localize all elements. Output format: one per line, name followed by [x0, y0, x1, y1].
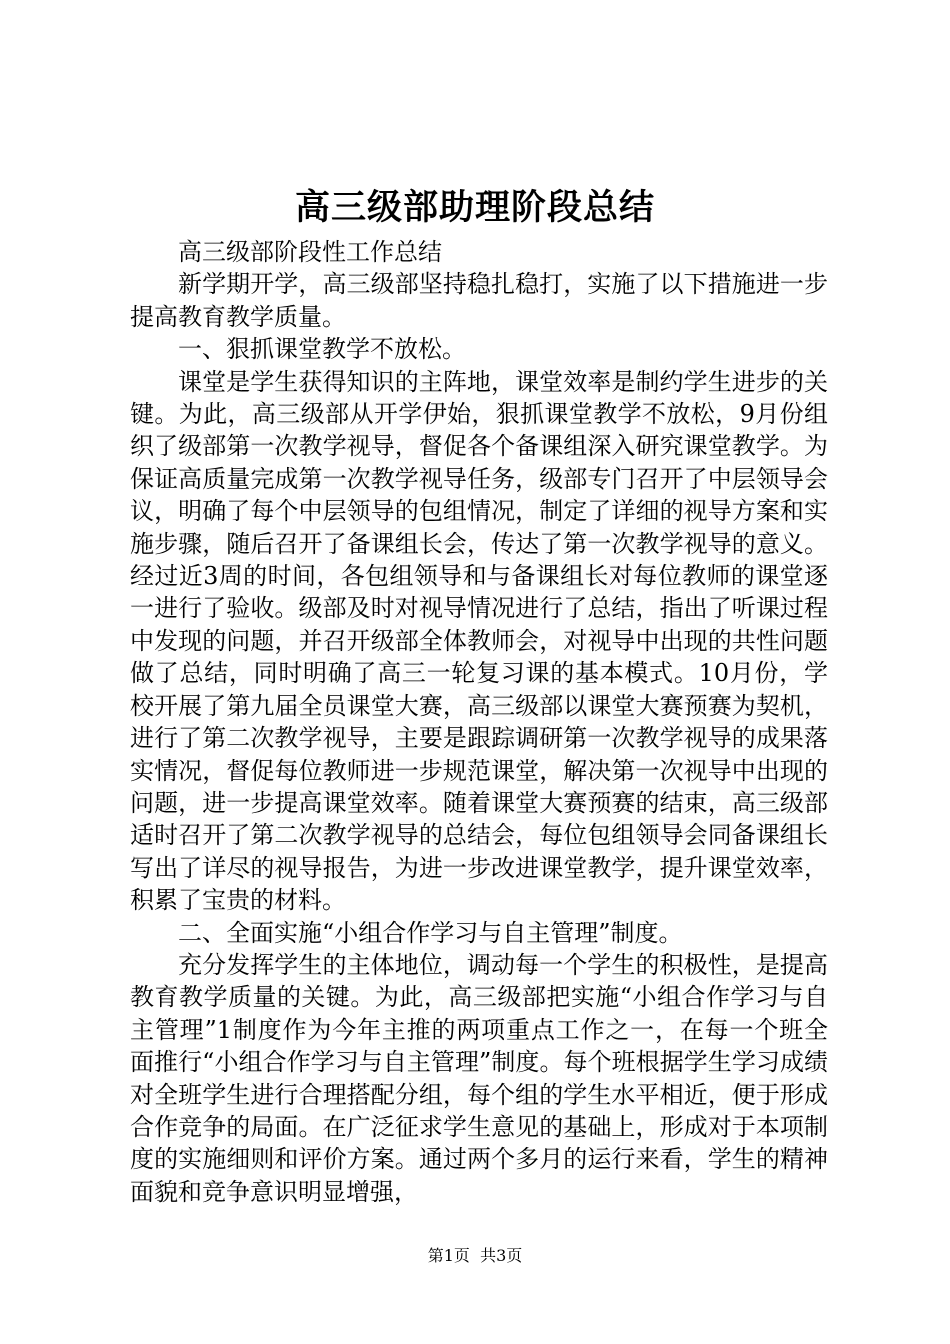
- paragraph-section-2: 充分发挥学生的主体地位，调动每一个学生的积极性，是提高教育教学质量的关键。为此，高三级部把实施“小组合作学习与自主管理”1制度作为今年主推的两项重点工作之一，在每一个班全面推行“小组合作学习与自主管理”制度。每个班根据学生学习成绩对全班学生进行合理搭配分组，每个组的学生水平相近，便于形成合作竞争的局面。在广泛征求学生意见的基础上，形成对于本项制度的实施细则和评价方案。通过两个多月的运行来看，学生的精神面貌和竞争意识明显增强，: [130, 950, 828, 1206]
- paragraph-intro: 新学期开学，高三级部坚持稳扎稳打，实施了以下措施进一步提高教育教学质量。: [130, 270, 828, 331]
- document-title: 高三级部助理阶段总结: [294, 187, 655, 228]
- section-heading-1: 一、狠抓课堂教学不放松。: [178, 335, 466, 364]
- paragraph-section-1: 课堂是学生获得知识的主阵地，课堂效率是制约学生进步的关键。为此，高三级部从开学伊始，狠抓课堂教学不放松，9月份组织了级部第一次教学视导，督促各个备课组深入研究课堂教学。为保证高质量完成第一次教学视导任务，级部专门召开了中层领导会议，明确了每个中层领导的包组情况，制定了详细的视导方案和实施步骤，随后召开了备课组长会，传达了第一次教学视导的意义。经过近3周的时间，各包组领导和与备课组长对每位教师的课堂逐一进行了验收。级部及时对视导情况进行了总结，指出了听课过程中发现的问题，并召开级部全体教师会，对视导中出现的共性问题做了总结，同时明确了高三一轮复习课的基本模式。10月份，学校开展了第九届全员课堂大赛，高三级部以课堂大赛预赛为契机，进行了第二次教学视导，主要是跟踪调研第一次教学视导的成果落实情况，督促每位教师进一步规范课堂，解决第一次视导中出现的问题，进一步提高课堂效率。随着课堂大赛预赛的结束，高三级部适时召开了第二次教学视导的总结会，每位包组领导会同备课组长写出了详尽的视导报告，为进一步改进课堂教学，提升课堂效率，积累了宝贵的材料。: [130, 367, 828, 915]
- page-footer: [0, 1244, 950, 1268]
- paragraph-subtitle: 高三级部阶段性工作总结: [178, 238, 442, 266]
- section-heading-2: 二、全面实施“小组合作学习与自主管理”制度。: [178, 918, 683, 947]
- page-number: 第1页 共3页: [427, 1246, 523, 1265]
- document-body: [130, 236, 828, 1208]
